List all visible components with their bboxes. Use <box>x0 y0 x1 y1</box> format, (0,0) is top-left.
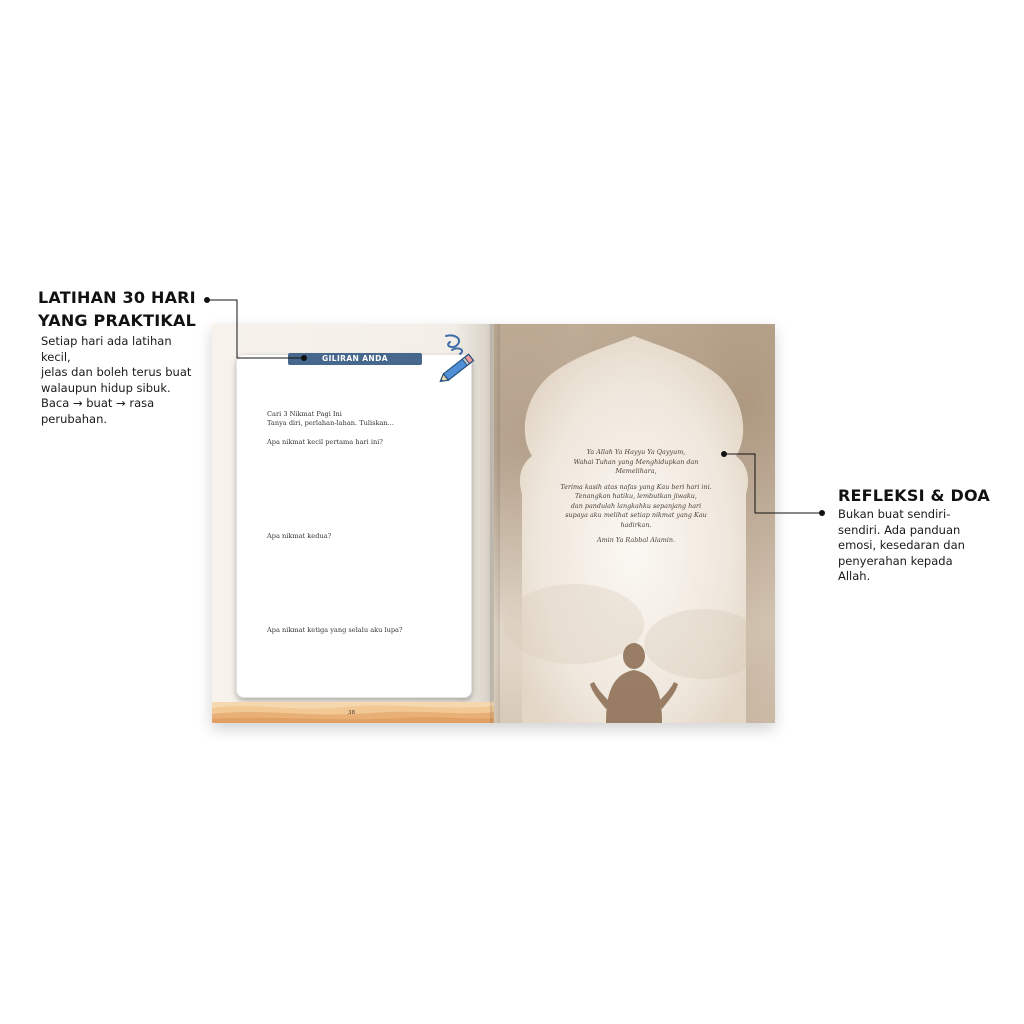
prayer-line: Wahai Tuhan yang Menghidupkan dan <box>573 457 699 466</box>
section-badge: GILIRAN ANDA <box>288 353 422 365</box>
book-spine <box>490 324 500 723</box>
callout-body-right <box>838 507 968 585</box>
callout-title-left-line2: YANG PRAKTIKAL <box>38 311 197 330</box>
question-3: Apa nikmat ketiga yang selalu aku lupa? <box>267 626 403 634</box>
exercise-subtitle: Tanya diri, perlahan-lahan. Tuliskan... <box>267 419 394 427</box>
callout-body-line: perubahan. <box>41 411 108 426</box>
page-number: 38 <box>348 710 355 716</box>
callout-body-line: penyerahan kepada <box>838 553 953 568</box>
callout-body-line: Allah. <box>838 569 871 583</box>
prayer-line: supaya aku melihat setiap nikmat yang Kau <box>565 511 707 519</box>
callout-body-left <box>41 334 201 427</box>
question-1: Apa nikmat kecil pertama hari ini? <box>267 438 383 446</box>
prayer-line: hadirkan. <box>620 520 652 529</box>
callout-body-line: sendiri. Ada panduan <box>838 522 961 537</box>
prayer-line: Ya Allah Ya Hayyu Ya Qayyum, <box>586 448 686 456</box>
prayer-line: Tenangkan hatiku, lembutkan jiwaku, <box>575 492 697 500</box>
callout-body-line: Bukan buat sendiri- <box>838 507 951 521</box>
callout-body-line: jelas dan boleh terus buat <box>41 365 192 379</box>
prayer-line: Terima kasih atas nafas yang Kau beri hari ini. <box>560 482 712 491</box>
prayer-line: dan pandulah langkahku sepanjang hari <box>570 501 702 510</box>
right-page <box>494 324 775 723</box>
pencil-icon <box>432 332 482 382</box>
prayer-line: Memelihara, <box>615 467 657 475</box>
callout-body-line: walaupun hidup sibuk. <box>41 380 171 395</box>
callout-dot-icon <box>819 510 825 516</box>
callout-body-line: Baca → buat → rasa <box>41 396 155 410</box>
callout-body-line: emosi, kesedaran dan <box>838 538 965 552</box>
callout-title-left <box>38 286 208 332</box>
worksheet-card <box>236 354 472 698</box>
prayer-text <box>536 448 736 546</box>
exercise-title: Cari 3 Nikmat Pagi Ini <box>267 410 342 418</box>
callout-title-left-line1: LATIHAN 30 HARI <box>38 288 196 307</box>
callout-title-right: REFLEKSI & DOA <box>838 486 990 505</box>
callout-body-line: Setiap hari ada latihan kecil, <box>41 334 172 364</box>
left-page <box>212 324 494 723</box>
book-spread <box>212 324 775 723</box>
prayer-line: Amin Ya Rabbal Alamin. <box>597 536 675 544</box>
question-2: Apa nikmat kedua? <box>267 532 332 540</box>
